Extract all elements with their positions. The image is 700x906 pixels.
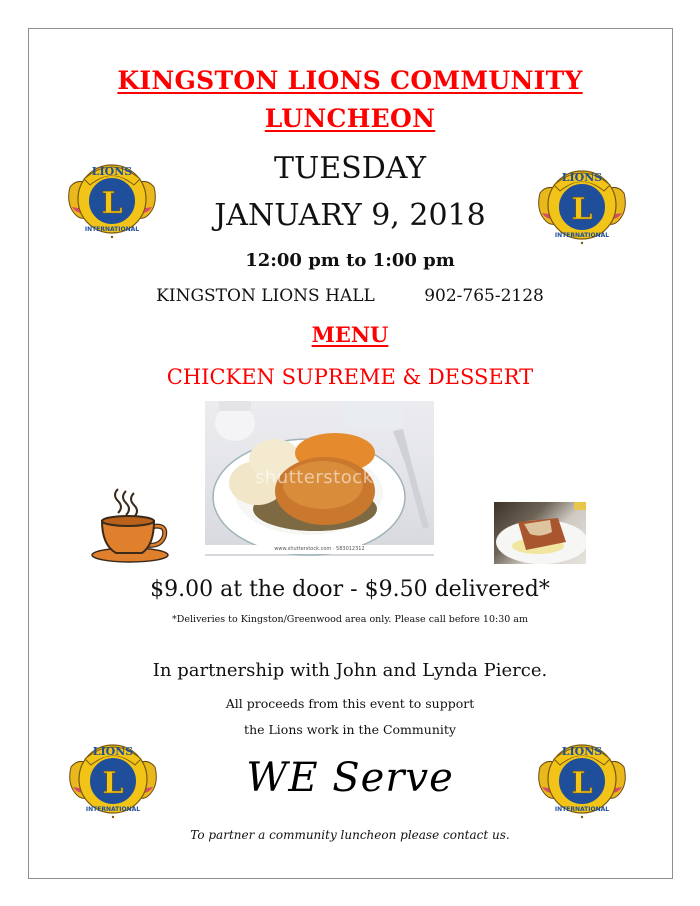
phone-number: 902-765-2128 xyxy=(424,286,544,306)
price-text: $9.00 at the door - $9.50 delivered* xyxy=(150,577,550,602)
image-caption: www.shutterstock.com · 583012312 xyxy=(205,545,434,554)
image-watermark: shutterstock xyxy=(255,467,374,488)
proceeds-line-1: All proceeds from this event to support xyxy=(225,696,475,711)
proceeds-line-2: the Lions work in the Community xyxy=(244,722,456,737)
menu-item: CHICKEN SUPREME & DESSERT xyxy=(166,365,534,389)
contact-note: To partner a community luncheon please contact us. xyxy=(190,828,510,842)
coffee-cup-icon xyxy=(88,485,172,565)
flyer-title-line-1: KINGSTON LIONS COMMUNITY xyxy=(117,66,583,95)
venue-row xyxy=(0,284,700,308)
event-date: JANUARY 9, 2018 xyxy=(214,198,486,233)
event-time: 12:00 pm to 1:00 pm xyxy=(245,250,455,271)
partnership-text: In partnership with John and Lynda Pierce. xyxy=(152,660,548,681)
flyer-title-line-2: LUNCHEON xyxy=(264,104,436,133)
motto: WE Serve xyxy=(246,755,454,801)
menu-heading: MENU xyxy=(311,322,389,347)
chicken-supreme-photo xyxy=(205,401,434,556)
dessert-photo xyxy=(494,502,586,564)
event-day: TUESDAY xyxy=(273,151,427,186)
venue-name: KINGSTON LIONS HALL xyxy=(156,286,375,306)
delivery-note: *Deliveries to Kingston/Greenwood area only. Please call before 10:30 am xyxy=(172,614,528,625)
